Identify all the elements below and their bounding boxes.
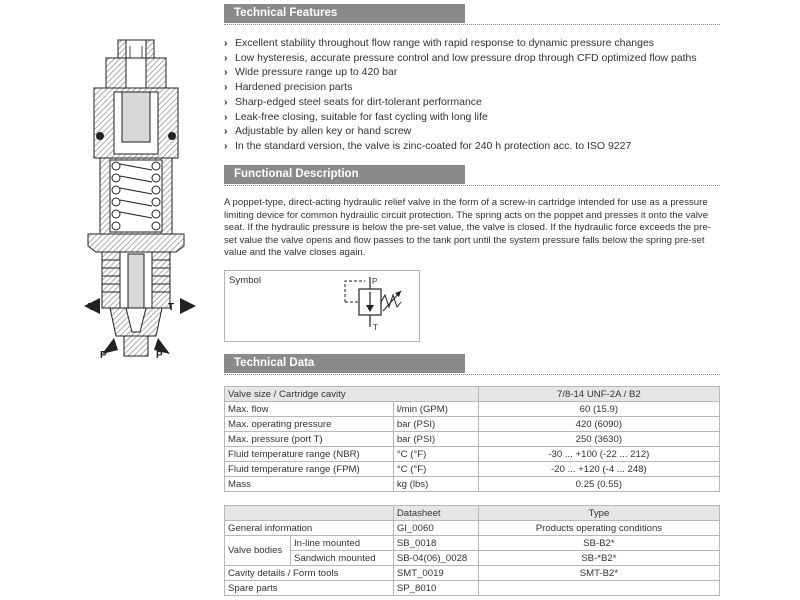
bullet-icon: › [224, 51, 228, 64]
table-row [225, 536, 720, 551]
table-cell [225, 506, 394, 521]
bullet-icon: › [224, 139, 228, 152]
valve-port-t-right: T [168, 302, 175, 313]
table-row [225, 506, 720, 521]
bullet-icon: › [224, 95, 228, 108]
section-title: Technical Data [224, 354, 465, 373]
table-cell: °C (°F) [393, 447, 478, 462]
table-cell: General information [225, 521, 394, 536]
list-item: › In the standard version, the valve is zinc-coated for 240 h protection acc. to ISO 9227 [224, 139, 632, 152]
table-row [225, 387, 720, 402]
table-cell: Max. operating pressure [225, 417, 394, 432]
table-cell: Max. pressure (port T) [225, 432, 394, 447]
bullet-icon: › [224, 110, 228, 123]
bullet-icon: › [224, 37, 228, 49]
list-item: › Low hysteresis, accurate pressure control and low pressure drop through CFD optimized flow paths [224, 51, 697, 64]
bullet-icon: › [224, 66, 228, 79]
table-header-datasheet: Datasheet [393, 506, 478, 521]
table-cell [478, 581, 719, 596]
valve-port-p-right: P [156, 350, 163, 361]
table-cell: bar (PSI) [393, 432, 478, 447]
table-cell: -30 ... +100 (-22 ... 212) [478, 447, 719, 462]
bullet-icon: › [224, 125, 228, 138]
table-cell: Spare parts [225, 581, 394, 596]
symbol-label: Symbol [229, 275, 261, 286]
table-cell: 7/8-14 UNF-2A / B2 [478, 387, 719, 402]
list-item: › Leak-free closing, suitable for fast cycling with long life [224, 110, 488, 123]
table-row [225, 477, 720, 492]
section-title: Technical Features [224, 4, 465, 23]
section-divider [224, 374, 720, 375]
table-cell: 250 (3630) [478, 432, 719, 447]
list-item: › Sharp-edged steel seats for dirt-tolerant performance [224, 95, 482, 108]
section-divider [224, 24, 720, 25]
table-row [225, 521, 720, 536]
table-cell: l/min (GPM) [393, 402, 478, 417]
technical-features-header [224, 4, 720, 25]
table-cell: °C (°F) [393, 462, 478, 477]
symbol-box [224, 270, 420, 342]
table-cell: 60 (15.9) [478, 402, 719, 417]
table-row [225, 402, 720, 417]
list-item: › Wide pressure range up to 420 bar [224, 66, 398, 79]
table-cell: Valve size / Cartridge cavity [225, 387, 479, 402]
valve-port-t-left: T [88, 302, 95, 313]
table-cell: SB-B2* [478, 536, 719, 551]
list-item: › Adjustable by allen key or hand screw [224, 125, 412, 138]
section-title: Functional Description [224, 165, 465, 184]
table-row [225, 566, 720, 581]
section-divider [224, 185, 720, 186]
table-cell: -20 ... +120 (-4 ... 248) [478, 462, 719, 477]
valve-drawing [80, 36, 200, 366]
symbol-port-p: P [372, 277, 378, 286]
table-cell: kg (lbs) [393, 477, 478, 492]
table-cell: 420 (6090) [478, 417, 719, 432]
table-cell: GI_0060 [393, 521, 478, 536]
technical-data-header [224, 354, 720, 375]
table-cell: In-line mounted [290, 536, 393, 551]
list-item: › Excellent stability throughout flow range with rapid response to dynamic pressure changes [224, 37, 655, 49]
table-cell: SMT-B2* [478, 566, 719, 581]
table-cell: SB-*B2* [478, 551, 719, 566]
table-cell: Fluid temperature range (NBR) [225, 447, 394, 462]
table-row [225, 447, 720, 462]
table-row [225, 581, 720, 596]
valve-port-p-left: P [100, 350, 107, 361]
table-cell: SMT_0019 [393, 566, 478, 581]
table-row [225, 551, 720, 566]
documents-table [224, 505, 720, 596]
list-item: › Hardened precision parts [224, 81, 353, 94]
table-cell: SB-04(06)_0028 [393, 551, 478, 566]
table-cell: Max. flow [225, 402, 394, 417]
table-cell: Products operating conditions [478, 521, 719, 536]
table-cell: Mass [225, 477, 394, 492]
table-cell: bar (PSI) [393, 417, 478, 432]
features-list [224, 36, 720, 154]
table-row [225, 417, 720, 432]
table-cell: SB_0018 [393, 536, 478, 551]
table-cell: Fluid temperature range (FPM) [225, 462, 394, 477]
table-header-type: Type [478, 506, 719, 521]
functional-description-header [224, 165, 720, 186]
bullet-icon: › [224, 81, 228, 94]
valve-cross-section [80, 36, 200, 366]
technical-data-table [224, 386, 720, 492]
table-cell: SP_8010 [393, 581, 478, 596]
table-row [225, 462, 720, 477]
table-cell: Valve bodies [225, 536, 291, 566]
table-cell: 0.25 (0.55) [478, 477, 719, 492]
symbol-port-t: T [373, 323, 378, 332]
table-cell: Sandwich mounted [290, 551, 393, 566]
functional-description-text: A poppet-type, direct-acting hydraulic relief valve in the form of a screw-in cartridge intended for use as a pressure limiting device for common hydraulic circuit protection. The spring acts on the poppet and presses it onto the valve seat. If the hydraulic pressure is below the pre-set value, the valve is closed. If the hydraulic force exceeds the pre-set value the valve opens and flow passes to the tank port until the system pressure falls below the spring pre-set value and the valve closes again. [224, 197, 711, 259]
table-cell: Cavity details / Form tools [225, 566, 394, 581]
table-row [225, 432, 720, 447]
